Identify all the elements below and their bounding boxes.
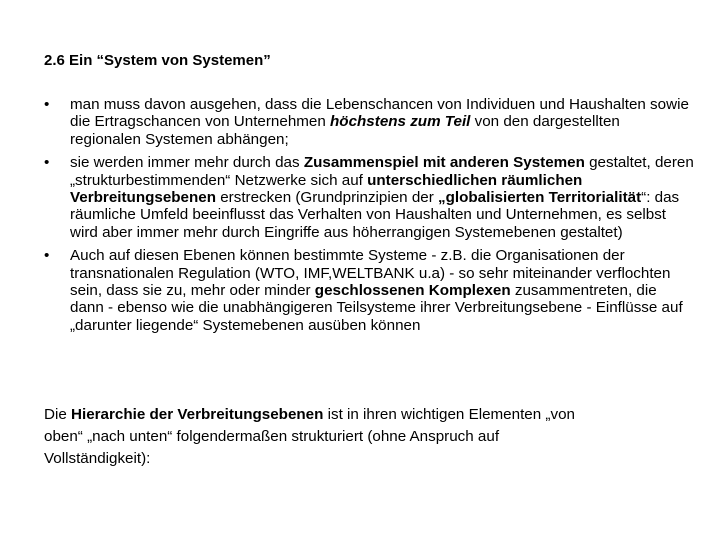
paragraph-text: Die	[44, 406, 72, 423]
bullet-marker: •	[44, 247, 50, 265]
bullet-2-emphasis: unterschiedlichen räumlichen Verbreitungsebenen	[70, 171, 583, 207]
paragraph-text: ist in ihren wichtigen Elementen „von oben“ „nach unten“ folgendermaßen strukturiert (ohne Anspruch auf Vollständigkeit):	[44, 406, 575, 467]
bullet-1-text: man muss davon ausgehen, dass die Lebenschancen von Individuen und Haushalten sowie die Ertragschancen von Unternehmen	[70, 96, 689, 131]
bullet-2-text: “: das räumliche Umfeld beeinflusst das Verhalten von Haushalten und Unternehmen, es selbst wird aber immer mehr durch Eingriffe aus höherrangigen Systemebenen gestaltet)	[70, 189, 680, 241]
bullet-3-emphasis: geschlossenen Komplexen	[314, 282, 511, 300]
bullet-2-text: sie werden immer mehr durch das	[70, 154, 304, 172]
bullet-marker: •	[44, 96, 50, 113]
bullet-1-text: von den dargestellten regionalen Systemen abhängen;	[70, 113, 620, 148]
bullet-list	[44, 96, 694, 340]
bullet-2-text: gestaltet, deren „strukturbestimmenden“ Netzwerke sich auf	[70, 154, 694, 189]
paragraph-emphasis: Hierarchie der Verbreitungsebenen	[71, 406, 324, 423]
section-heading: 2.6 Ein “System von Systemen”	[44, 52, 271, 69]
bullet-2-text: erstrecken (Grundprinzipien der	[216, 189, 439, 207]
bullet-item-1	[44, 96, 694, 148]
bullet-item-3	[44, 247, 694, 334]
bullet-3-text: zusammentreten, die dann - ebenso wie die unabhängigeren Teilsysteme ihrer Verbreitungsebene - Einflüsse auf „darunter liegende“ Systemebenen ausüben können	[70, 282, 683, 334]
bullet-item-2	[44, 154, 694, 241]
bullet-2-emphasis: „globalisierten Territorialität	[438, 189, 642, 207]
bullet-3-text: Auch auf diesen Ebenen können bestimmte Systeme - z.B. die Organisationen der transnationalen Regulation (WTO, IMF,WELTBANK u.a) - so sehr miteinander verflochten sein, dass sie zu, mehr oder minder	[70, 247, 671, 300]
bullet-marker: •	[44, 154, 50, 172]
bullet-1-emphasis: höchstens zum Teil	[330, 113, 471, 131]
summary-paragraph	[44, 404, 604, 470]
bullet-2-emphasis: Zusammenspiel mit anderen Systemen	[303, 154, 585, 172]
